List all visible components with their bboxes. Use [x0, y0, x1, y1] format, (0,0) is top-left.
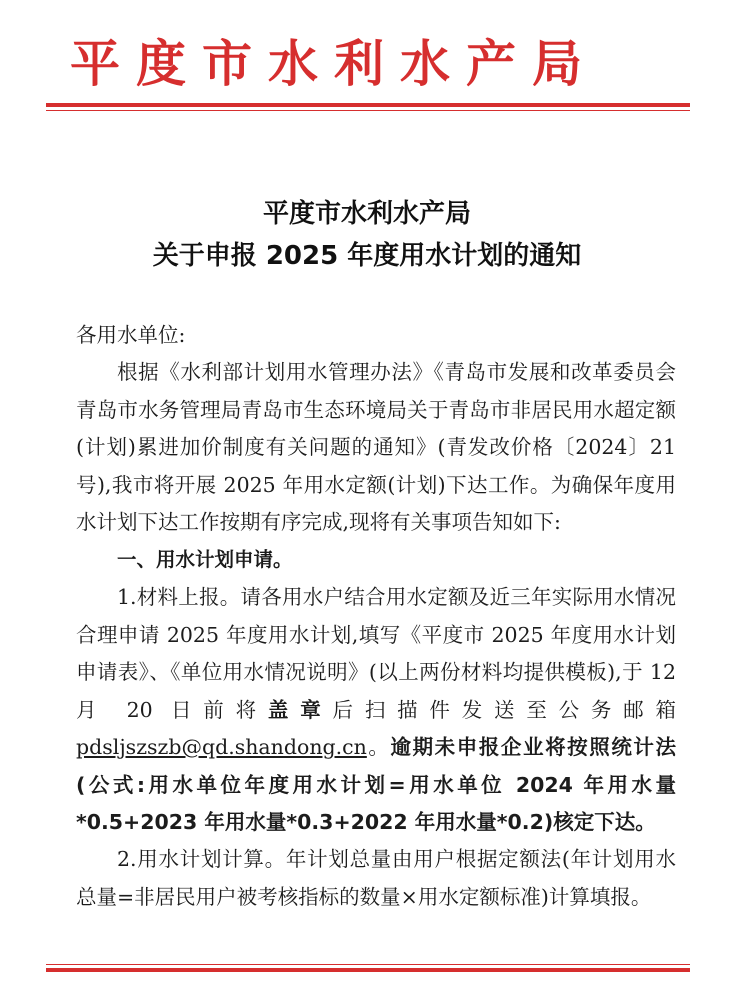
materials-text-c: 。: [366, 735, 391, 759]
materials-bold-overdue: 逾期未申报企业将按照统计法(公式:用水单位年度用水计划=用水单位 2024 年用水量*0.5+2023 年用水量*0.3+2022 年用水量*0.2)核定下达。: [76, 735, 677, 834]
materials-text-b: 后扫描件发送至公务邮箱: [332, 697, 677, 722]
materials-text-a: 1.材料上报。请各用水户结合用水定额及近三年实际用水情况合理申请 2025 年度用水计划,填写《平度市 2025 年度用水计划申请表》、《单位用水情况说明》(以上两份材料均提供模板),于 12 月 20 日前将: [76, 585, 676, 722]
salutation: 各用水单位:: [76, 323, 186, 347]
letterhead-title: 平度市水利水产局: [70, 34, 598, 93]
document-title-line1: 平度市水利水产局: [262, 199, 471, 229]
letterhead-rule-thick: [46, 103, 690, 107]
materials-bold-seal: 盖章: [267, 697, 333, 722]
email-link[interactable]: pdsljszszb@qd.shandong.cn: [76, 735, 367, 759]
footer-rule-thin: [46, 964, 690, 965]
document-title-line2: 关于申报 2025 年度用水计划的通知: [152, 241, 582, 271]
footer-rule-thick: [46, 968, 690, 972]
paragraph-materials: [76, 579, 676, 842]
paragraph-intro: 根据《水利部计划用水管理办法》《青岛市发展和改革委员会青岛市水务管理局青岛市生态环境局关于青岛市非居民用水超定额(计划)累进加价制度有关问题的通知》(青发改价格〔2024〕21 号),我市将开展 2025 年用水定额(计划)下达工作。为确保年度用水计划下达工作按期有序完成,现将有关事项告知如下:: [76, 360, 676, 534]
paragraph-calculation: 2.用水计划计算。年计划总量由用户根据定额法(年计划用水总量=非居民用户被考核指标的数量×用水定额标准)计算填报。: [76, 847, 676, 909]
section-heading-1: 一、用水计划申请。: [117, 548, 293, 571]
letterhead-rule-thin: [46, 110, 690, 111]
